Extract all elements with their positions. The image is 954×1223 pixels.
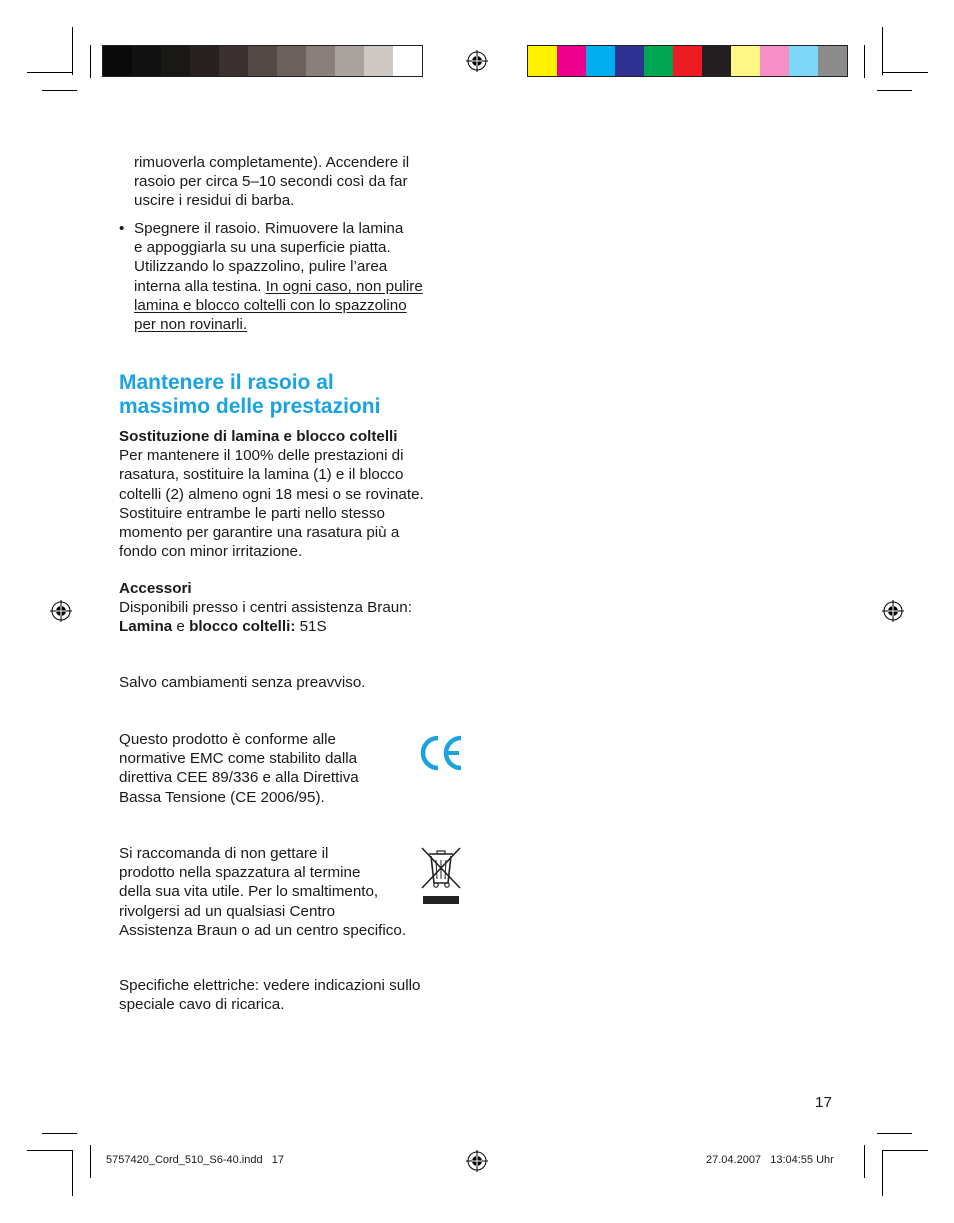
color-swatch — [673, 46, 702, 76]
text-line: rasoio per circa 5–10 secondi così da far — [134, 173, 408, 191]
crop-mark — [882, 1150, 883, 1196]
change-notice: Salvo cambiamenti senza preavviso. — [119, 674, 366, 691]
subheading: Sostituzione di lamina e blocco coltelli — [119, 428, 398, 445]
color-swatch — [702, 46, 731, 76]
text-line: Bassa Tensione (CE 2006/95). — [119, 788, 325, 806]
accessory-item — [119, 617, 412, 636]
text-line: normative EMC come stabilito dalla — [119, 750, 358, 768]
page-number: 17 — [815, 1094, 832, 1111]
text-underlined-line: lamina e blocco coltelli con lo spazzolino — [134, 296, 407, 314]
registration-mark-icon — [466, 50, 488, 72]
text-line: Sostituire entrambe le parti nello stesso — [119, 504, 385, 522]
text-line: della sua vita utile. Per lo smaltimento, — [119, 883, 379, 901]
replacement-section — [119, 427, 424, 561]
text-underlined: In ogni caso, non pulire — [265, 277, 423, 295]
color-swatch — [277, 46, 306, 76]
text-line: Per mantenere il 100% delle prestazioni di — [119, 447, 404, 465]
text-line: Questo prodotto è conforme alle — [119, 731, 336, 748]
color-swatch — [789, 46, 818, 76]
crop-mark — [72, 27, 73, 75]
color-swatch — [528, 46, 557, 76]
text-line: rasatura, sostituire la lamina (1) e il blocco — [119, 466, 404, 484]
color-swatch — [557, 46, 586, 76]
text-line: rivolgersi ad un qualsiasi Centro — [119, 902, 336, 920]
text-line: speciale cavo di ricarica. — [119, 996, 285, 1014]
color-swatch — [306, 46, 335, 76]
text-line: momento per garantire una rasatura più a — [119, 524, 400, 542]
accessories-section — [119, 579, 412, 637]
slug-timestamp: 27.04.2007 13:04:55 Uhr — [706, 1154, 834, 1166]
crop-mark — [42, 90, 77, 91]
color-swatch — [731, 46, 760, 76]
continuation-paragraph — [134, 153, 409, 211]
color-swatch — [103, 46, 132, 76]
title-line: Mantenere il rasoio al — [119, 371, 334, 394]
crop-mark — [72, 1150, 73, 1196]
section-title — [119, 371, 380, 419]
grayscale-color-bar — [102, 45, 423, 77]
text-line: uscire i residui di barba. — [134, 192, 295, 210]
lamina-label: Lamina — [119, 618, 173, 636]
color-swatch — [586, 46, 615, 76]
accessory-code: 51S — [295, 618, 327, 636]
disposal-paragraph — [119, 844, 406, 940]
registration-mark-icon — [50, 600, 72, 622]
crop-mark — [90, 1145, 91, 1178]
crop-mark — [27, 1150, 73, 1151]
bullet-paragraph — [134, 219, 423, 334]
slug-filename: 5757420_Cord_510_S6-40.indd 17 — [106, 1154, 284, 1166]
text-line: Specifiche elettriche: vedere indicazioni sullo — [119, 977, 421, 994]
crossed-out-bin-icon — [419, 845, 463, 907]
conjunction: e — [172, 618, 190, 636]
text-line: Spegnere il rasoio. Rimuovere la lamina — [134, 220, 404, 237]
color-swatch — [335, 46, 364, 76]
crop-mark — [882, 1150, 928, 1151]
text-line: Assistenza Braun o ad un centro specifico. — [119, 921, 407, 939]
color-swatch — [219, 46, 248, 76]
text-line — [134, 277, 423, 296]
title-line: massimo delle prestazioni — [119, 395, 381, 418]
ce-mark-icon — [419, 734, 465, 772]
color-swatch — [248, 46, 277, 76]
text-line: fondo con minor irritazione. — [119, 543, 303, 561]
color-swatch — [644, 46, 673, 76]
text-line: rimuoverla completamente). Accendere il — [134, 154, 410, 171]
accessories-heading: Accessori — [119, 580, 192, 597]
color-swatch — [132, 46, 161, 76]
registration-mark-icon — [882, 600, 904, 622]
text-line: coltelli (2) almeno ogni 18 mesi o se rovinate. — [119, 485, 424, 503]
text-line: Disponibili presso i centri assistenza Braun: — [119, 599, 412, 617]
blocco-label: blocco coltelli: — [189, 618, 296, 636]
text-line: prodotto nella spazzatura al termine — [119, 864, 361, 882]
text-line: e appoggiarla su una superficie piatta. — [134, 239, 391, 257]
crop-mark — [877, 1133, 912, 1134]
registration-mark-icon — [466, 1150, 488, 1172]
crop-mark — [864, 45, 865, 78]
electrical-paragraph — [119, 976, 420, 1014]
color-swatch — [760, 46, 789, 76]
color-swatch — [161, 46, 190, 76]
color-swatch — [818, 46, 847, 76]
color-swatch — [393, 46, 422, 76]
crop-mark — [864, 1145, 865, 1178]
crop-mark — [882, 72, 928, 73]
text-underlined-line: per non rovinarli. — [134, 316, 248, 334]
crop-mark — [882, 27, 883, 75]
text-line: Si raccomanda di non gettare il — [119, 845, 329, 862]
bullet-marker: • — [119, 220, 125, 237]
crop-mark — [877, 90, 912, 91]
process-color-bar — [527, 45, 848, 77]
crop-mark — [90, 45, 91, 78]
color-swatch — [615, 46, 644, 76]
color-swatch — [364, 46, 393, 76]
text-line: Utilizzando lo spazzolino, pulire l’area — [134, 258, 388, 276]
crop-mark — [42, 1133, 77, 1134]
text-line: direttiva CEE 89/336 e alla Direttiva — [119, 769, 359, 787]
color-swatch — [190, 46, 219, 76]
crop-mark — [27, 72, 73, 73]
text-plain: interna alla testina. — [134, 277, 266, 295]
conformity-paragraph — [119, 730, 359, 807]
